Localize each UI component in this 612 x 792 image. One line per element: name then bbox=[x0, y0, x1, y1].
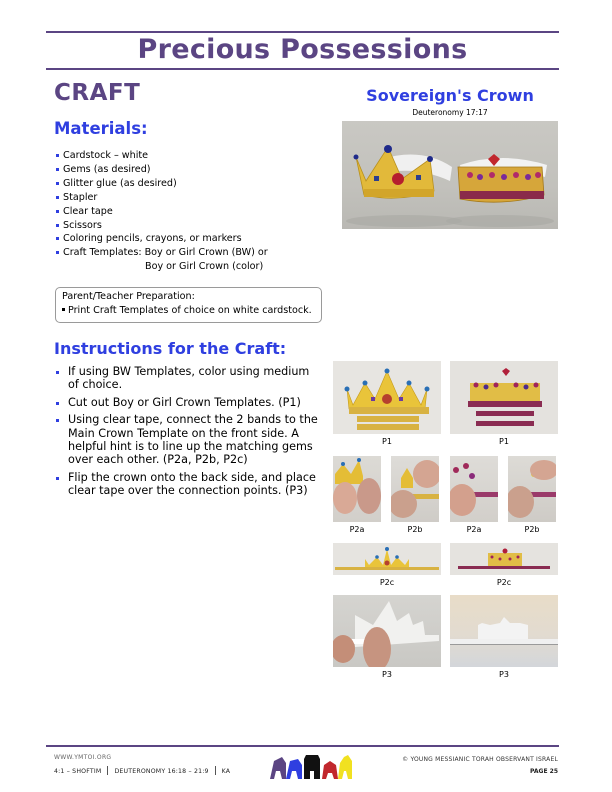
footer-scripture-range: DEUTERONOMY 16:18 – 21:9 bbox=[114, 768, 209, 775]
preparation-box bbox=[55, 287, 322, 323]
title-rule-bottom bbox=[46, 68, 559, 70]
divider bbox=[215, 766, 216, 775]
page-title: Precious Possessions bbox=[137, 34, 468, 65]
list-item: Cardstock – white bbox=[56, 149, 268, 163]
footer-meta bbox=[54, 766, 230, 775]
boy-crown-template-illustration bbox=[333, 361, 441, 434]
photo-caption: P2a bbox=[466, 525, 482, 534]
photo-caption: P1 bbox=[382, 437, 392, 446]
list-item: Glitter glue (as desired) bbox=[56, 177, 268, 191]
bullet-icon bbox=[56, 224, 59, 227]
footer-copyright: © YOUNG MESSIANIC TORAH OBSERVANT ISRAEL bbox=[402, 756, 558, 763]
bullet-icon bbox=[56, 419, 59, 422]
list-item: Scissors bbox=[56, 219, 268, 233]
hands-taping-illustration bbox=[333, 456, 381, 522]
bullet-icon bbox=[56, 168, 59, 171]
assembled-crown-illustration bbox=[333, 543, 441, 575]
list-item: Stapler bbox=[56, 191, 268, 205]
materials-continuation: Boy or Girl Crown (color) bbox=[145, 261, 264, 273]
step-photo-p2b-girl bbox=[508, 456, 556, 522]
step-photo-p2b-boy bbox=[391, 456, 439, 522]
bullet-icon bbox=[56, 210, 59, 213]
step-photo-p2a-girl bbox=[450, 456, 498, 522]
photo-caption: P2b bbox=[407, 525, 423, 534]
materials-heading: Materials: bbox=[54, 119, 148, 138]
assembled-crown-illustration bbox=[450, 543, 558, 575]
crown-back-illustration bbox=[450, 595, 558, 667]
instructions-heading: Instructions for the Craft: bbox=[54, 339, 287, 358]
preparation-title: Parent/Teacher Preparation: bbox=[62, 291, 195, 302]
instruction-step: Flip the crown onto the back side, and place clear tape over the connection points. (P3) bbox=[55, 471, 320, 498]
crown-photo-illustration bbox=[342, 121, 558, 229]
instructions-list bbox=[55, 365, 320, 502]
organization-logo-icon bbox=[268, 753, 354, 781]
photo-caption: P2a bbox=[349, 525, 365, 534]
bullet-icon bbox=[56, 402, 59, 405]
hands-taping-illustration bbox=[450, 456, 498, 522]
footer-rule bbox=[46, 745, 559, 747]
step-photo-p1-girl bbox=[450, 361, 558, 434]
list-item: Gems (as desired) bbox=[56, 163, 268, 177]
instruction-step: If using BW Templates, color using medium of choice. bbox=[55, 365, 320, 392]
section-heading: CRAFT bbox=[54, 80, 141, 106]
footer-parasha: 4:1 – SHOFTIM bbox=[54, 768, 102, 775]
divider bbox=[107, 766, 108, 775]
photo-caption: P2b bbox=[524, 525, 540, 534]
bullet-icon bbox=[56, 251, 59, 254]
bullet-icon bbox=[56, 196, 59, 199]
scripture-reference: Deuteronomy 17:17 bbox=[412, 108, 488, 117]
list-item: Coloring pencils, crayons, or markers bbox=[56, 232, 268, 246]
step-photo-p2a-boy bbox=[333, 456, 381, 522]
footer-grade: KA bbox=[221, 768, 231, 775]
girl-crown-template-illustration bbox=[450, 361, 558, 434]
bullet-icon bbox=[56, 237, 59, 240]
bullet-icon bbox=[56, 371, 59, 374]
preparation-item: Print Craft Templates of choice on white cardstock. bbox=[62, 304, 315, 318]
page-number: PAGE 25 bbox=[530, 768, 558, 775]
bullet-icon bbox=[56, 154, 59, 157]
materials-list bbox=[56, 149, 268, 274]
list-item: Craft Templates: Boy or Girl Crown (BW) or Boy or Girl Crown (color) bbox=[56, 246, 268, 274]
photo-caption: P1 bbox=[499, 437, 509, 446]
step-photo-p2c-girl bbox=[450, 543, 558, 575]
feature-title: Sovereign's Crown bbox=[366, 86, 534, 105]
bullet-icon bbox=[56, 477, 59, 480]
step-photo-p3-boy bbox=[333, 595, 441, 667]
hands-taping-illustration bbox=[391, 456, 439, 522]
list-item: Clear tape bbox=[56, 205, 268, 219]
photo-caption: P3 bbox=[499, 670, 509, 679]
step-photo-p2c-boy bbox=[333, 543, 441, 575]
instruction-step: Cut out Boy or Girl Crown Templates. (P1) bbox=[55, 396, 320, 409]
bullet-icon bbox=[62, 308, 65, 311]
instruction-step: Using clear tape, connect the 2 bands to the Main Crown Template on the front side. A helpful hint is to line up the matching gems over each other. (P2a, P2b, P2c) bbox=[55, 413, 320, 467]
photo-caption: P2c bbox=[379, 578, 395, 587]
photo-caption: P2c bbox=[496, 578, 512, 587]
crown-back-taping-illustration bbox=[333, 595, 441, 667]
photo-caption: P3 bbox=[382, 670, 392, 679]
hands-taping-illustration bbox=[508, 456, 556, 522]
bullet-icon bbox=[56, 182, 59, 185]
footer-website[interactable]: WWW.YMTOI.ORG bbox=[54, 754, 112, 761]
crowns-photo bbox=[342, 121, 558, 229]
step-photo-p1-boy bbox=[333, 361, 441, 434]
step-photo-p3-girl bbox=[450, 595, 558, 667]
